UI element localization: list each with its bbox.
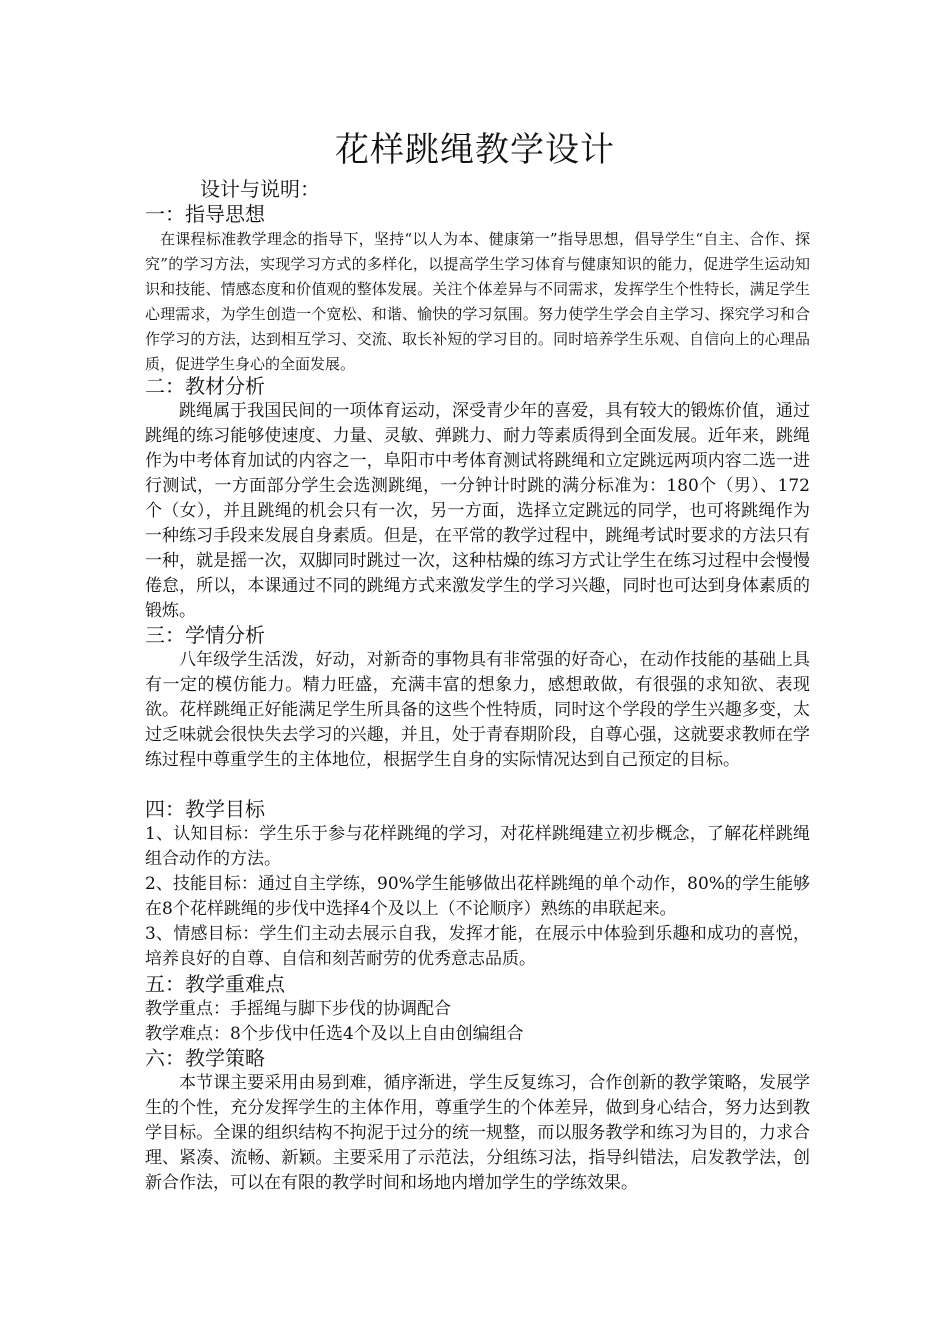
section-paragraph: 在课程标准教学理念的指导下，坚持“以人为本、健康第一”指导思想，倡导学生“自主、合作、探究”的学习方法，实现学习方式的多样化，以提高学生学习体育与健康知识的能力，促进学生运动知识和技能、情感态度和价值观的整体发展。关注个体差异与不同需求，发挥学生个性特长，满足学生心理需求，为学生创造一个宽松、和谐、愉快的学习氛围。努力使学生学会自主学习、探究学习和合作学习的方法，达到相互学习、交流、取长补短的学习目的。同时培养学生乐观、自信向上的心理品质，促进学生身心的全面发展。 bbox=[145, 230, 810, 373]
key-point: 教学重点：手摇绳与脚下步伐的协调配合 bbox=[145, 999, 451, 1019]
objective-item: 2、技能目标：通过自主学练，90%学生能够做出花样跳绳的单个动作，80%的学生能够在8个花样跳绳的步伐中选择4个及以上（不论顺序）熟练的串联起来。 bbox=[145, 874, 810, 919]
section-paragraph: 八年级学生活泼，好动，对新奇的事物具有非常强的好奇心，在动作技能的基础上具有一定的模仿能力。精力旺盛，充满丰富的想象力，感想敢做，有很强的求知欲、表现欲。花样跳绳正好能满足学生所具备的这些个性特质，同时这个学段的学生兴趣多变，太过乏味就会很快失去学习的兴趣，并且，处于青春期阶段，自尊心强，这就要求教师在学练过程中尊重学生的主体地位，根据学生自身的实际情况达到自己预定的目标。 bbox=[145, 650, 810, 770]
section-heading: 三：学情分析 bbox=[145, 623, 265, 647]
section-heading: 六：教学策略 bbox=[145, 1046, 265, 1070]
document-title: 花样跳绳教学设计 bbox=[335, 130, 615, 170]
section-teaching-strategy bbox=[145, 1045, 810, 1196]
section-heading: 四：教学目标 bbox=[145, 797, 265, 821]
section-key-difficult-points bbox=[145, 971, 810, 1047]
section-material-analysis bbox=[145, 373, 810, 624]
objective-item: 1、认知目标：学生乐于参与花样跳绳的学习，对花样跳绳建立初步概念，了解花样跳绳组合动作的方法。 bbox=[145, 824, 810, 869]
section-teaching-objectives bbox=[145, 796, 810, 972]
section-heading: 二：教材分析 bbox=[145, 374, 265, 398]
section-paragraph: 跳绳属于我国民间的一项体育运动，深受青少年的喜爱，具有较大的锻炼价值，通过跳绳的练习能够使速度、力量、灵敏、弹跳力、耐力等素质得到全面发展。近年来，跳绳作为中考体育加试的内容之一，阜阳市中考体育测试将跳绳和立定跳远两项内容二选一进行测试，一方面部分学生会选测跳绳，一分钟计时跳的满分标准为：180个（男）、172个（女），并且跳绳的机会只有一次，另一方面，选择立定跳远的同学，也可将跳绳作为一种练习手段来发展自身素质。但是，在平常的教学过程中，跳绳考试时要求的方法只有一种，就是摇一次，双脚同时跳过一次，这种枯燥的练习方式让学生在练习过程中会慢慢倦怠，所以，本课通过不同的跳绳方式来激发学生的学习兴趣，同时也可达到身体素质的锻炼。 bbox=[145, 401, 810, 621]
section-student-analysis bbox=[145, 622, 810, 773]
difficult-point: 教学难点：8个步伐中任选4个及以上自由创编组合 bbox=[145, 1024, 524, 1044]
section-heading: 一：指导思想 bbox=[145, 202, 265, 226]
objective-item: 3、情感目标：学生们主动去展示自我，发挥才能，在展示中体验到乐趣和成功的喜悦，培养良好的自尊、自信和刻苦耐劳的优秀意志品质。 bbox=[145, 924, 810, 969]
section-guiding-ideology bbox=[145, 201, 810, 377]
document-subtitle: 设计与说明： bbox=[200, 177, 320, 201]
section-heading: 五：教学重难点 bbox=[145, 972, 285, 996]
section-paragraph: 本节课主要采用由易到难，循序渐进，学生反复练习，合作创新的教学策略，发展学生的个性，充分发挥学生的主体作用，尊重学生的个体差异，做到身心结合，努力达到教学目标。全课的组织结构不拘泥于过分的统一规整，而以服务教学和练习为目的，力求合理、紧凑、流畅、新颖。主要采用了示范法，分组练习法，指导纠错法，启发教学法，创新合作法，可以在有限的教学时间和场地内增加学生的学练效果。 bbox=[145, 1073, 810, 1193]
